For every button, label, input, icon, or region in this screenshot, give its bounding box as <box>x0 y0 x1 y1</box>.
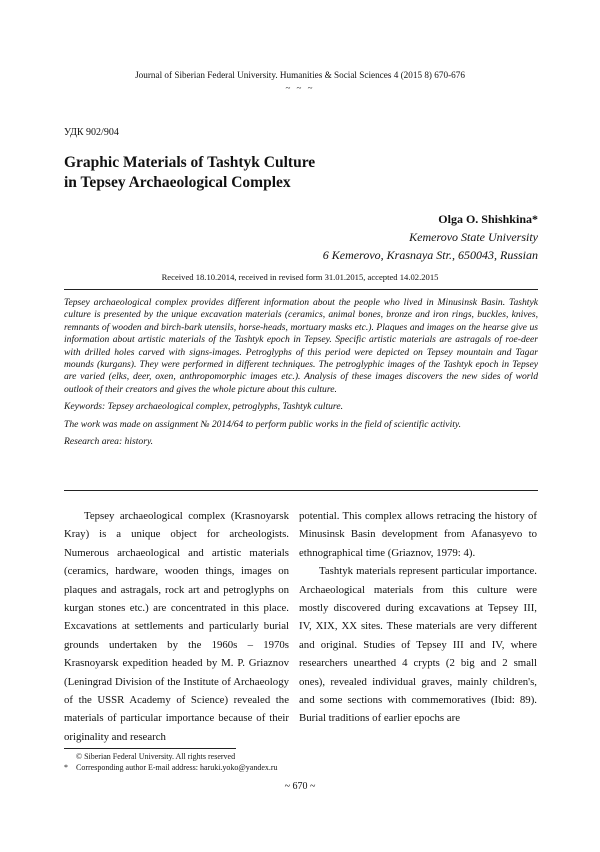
author-affiliation: Kemerovo State University <box>409 230 538 244</box>
author-name: Olga O. Shishkina* <box>438 212 538 226</box>
body-column-left <box>64 507 289 746</box>
research-area: Research area: history. <box>64 436 154 448</box>
body-column-right <box>299 507 537 728</box>
abstract-top-rule <box>64 289 538 290</box>
title-line-1: Graphic Materials of Tashtyk Culture <box>64 154 316 171</box>
title-line-2: in Tepsey Archaeological Complex <box>64 174 291 191</box>
body-paragraph: potential. This complex allows retracing the history of Minusinsk Basin development from Afanasyevo to ethnographical time (Griaznov, 1979: 4). <box>299 510 537 559</box>
abstract-block <box>64 297 538 453</box>
author-block <box>323 210 538 264</box>
author-address: 6 Kemerovo, Krasnaya Str., 650043, Russian <box>322 248 538 262</box>
header-ornament: ~ ~ ~ <box>285 83 315 93</box>
work-note: The work was made on assignment № 2014/64 to perform public works in the field of scientific activity. <box>64 418 462 430</box>
abstract-bottom-rule <box>64 490 538 491</box>
page-number: ~ 670 ~ <box>284 781 316 792</box>
corresponding-author-note: Corresponding author E-mail address: haruki.yoko@yandex.ru <box>76 763 278 772</box>
copyright-note: © Siberian Federal University. All rights reserved <box>76 752 236 761</box>
body-paragraph: Tashtyk materials represent particular importance. Archaeological materials from this culture were mostly discovered during excavations at Tepsey III, IV, XIX, XX sites. These materials are very different and original. Studies of Tepsey III and IV, where researchers unearthed 4 crypts (2 big and 2 small ones), revealed individual graves, mainly children's, and some sections with commemoratives (Ibid: 89). Burial traditions of earlier epochs are <box>299 565 537 725</box>
keywords: Keywords: Tepsey archaeological complex, petroglyphs, Tashtyk culture. <box>64 401 343 413</box>
journal-header: Journal of Siberian Federal University. Humanities & Social Sciences 4 (2015 8) 670-676 <box>135 70 465 80</box>
footnote-star: * <box>64 763 68 772</box>
footnote-rule <box>64 748 236 749</box>
body-paragraph: Tepsey archaeological complex (Krasnoyarsk Kray) is a unique object for archeologists. Numerous archaeological and artistic materials (ceramics, hardware, wooden things, images on plaques and astragals, rock art and petroglyphs on kurgan stones etc.) are concentrated in this place. Excavations at settlements and particularly burial grounds undertaken by the 1960s – 1970s Krasnoyarsk expedition headed by M. P. Griaznov (Leningrad Division of the Institute of Archaeology of the USSR Academy of Science) revealed the materials of particular importance because of their originality and research <box>64 510 289 743</box>
udk-code: УДК 902/904 <box>64 127 119 138</box>
abstract-text: Tepsey archaeological complex provides different information about the people who lived in Minusinsk Basin. Tashtyk culture is presented by the unique excavation materials (ceramics, animal bones, bronze and iron rings, buckles, knives, remnants of wooden and birch-bark utensils, horse-heads, mortuary masks etc.). Plaques and images on the hearse give us information about artistic materials of the Tashtyk epoch in Tepsey. Specific artistic materials are astragals of roe-deer with drilled holes carved with signs-images. Petroglyphs of this period were depicted on Tepsey mountain and Tagar mounds (kurgans). They were performed in different techniques. The petroglyphic images of the Tashtyk epoch in Tepsey are varied (elks, deer, oxen, anthropomorphic images etc.). Analysis of these images discovers the new sides of world outlook of their creators and gives the whole picture about this culture. <box>64 297 538 395</box>
paper-title <box>64 153 315 193</box>
received-dates: Received 18.10.2014, received in revised form 31.01.2015, accepted 14.02.2015 <box>161 272 439 282</box>
